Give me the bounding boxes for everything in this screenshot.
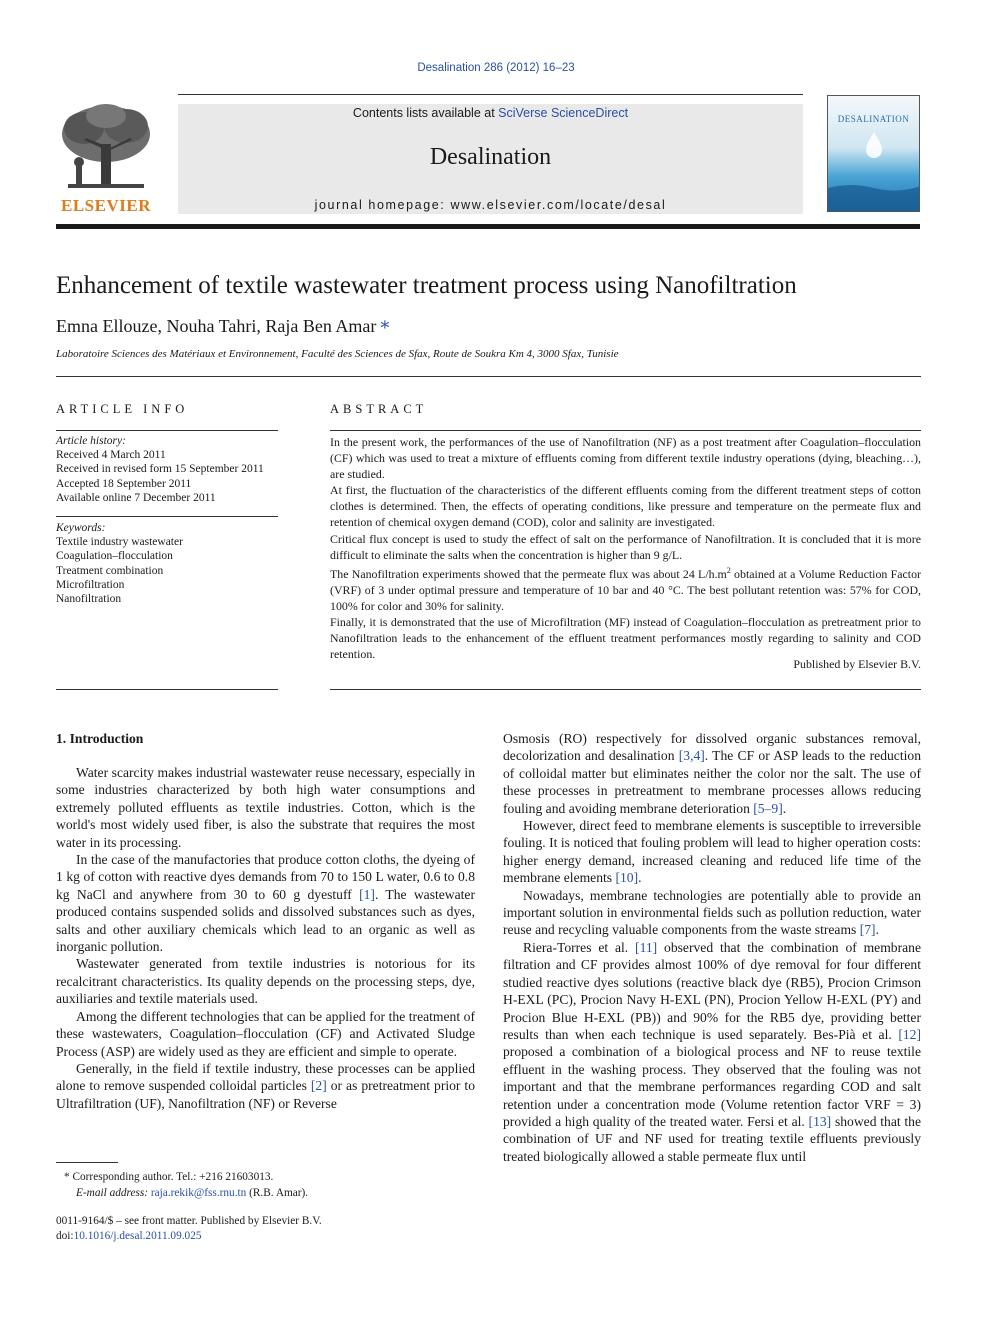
abstract-paragraph: Finally, it is demonstrated that the use of Microfiltration (MF) instead of Coagulation–flocculation as pretreatment prior to Nanofiltration leads to the enhancement of the effluent treatment performances mostly regarding to salinity and COD retention. [330,615,921,662]
issn-line: 0011-9164/$ – see front matter. Published by Elsevier B.V. [56,1215,322,1227]
keyword: Microfiltration [56,578,125,591]
article-title: Enhancement of textile wastewater treatment process using Nanofiltration [56,272,797,299]
right-column [503,730,921,1165]
email-link[interactable]: raja.rekik@fss.rnu.tn [150,1186,247,1199]
history-item: Accepted 18 September 2011 [56,477,192,490]
journal-citation[interactable]: Desalination 286 (2012) 16–23 [417,62,575,74]
elsevier-wordmark: ELSEVIER [61,196,151,215]
abstract-heading: ABSTRACT [330,402,428,416]
footnotes [56,1170,476,1201]
history-item: Received in revised form 15 September 2011 [56,463,264,476]
body-paragraph: Riera-Torres et al. [11] observed that the combination of membrane filtration and CF provides almost 100% of dye removal for four different studied reactive dyes solutions (reactive black dye (RB5), Procion Crimson H-EXL (PC), Procion Navy H-EXL (PN), Procion Yellow H-EXL (PY) and Procion Blue H-EXL (PB)) and 90% for the RB5 dye, providing better results than when each technique is used separately. Bes-Pià et al. [12] proposed a combination of a biological process and NF to reuse textile effluent in the washing process. They observed that the fouling was not important and that the membrane performances regarding COD and salt retention under a concentration mode (Volume retention factor VRF = 3) provided a high quality of the treated water. Fersi et al. [13] showed that the combination of UF and NF used for treating textile effluents previously treated biologically allowed a stable permeate flux until [503,939,921,1164]
contents-line: Contents lists available at SciVerse ScienceDirect [352,106,629,120]
reference-link[interactable]: [1] [359,886,375,902]
body-paragraph: Water scarcity makes industrial wastewater reuse necessary, especially in some industries characterized by both high water consumptions and extremely polluted effluents as textile industries. Cotton, which is the world's most widely used fiber, is also the substrate that requires the most water in its processing. [56,765,475,850]
affiliation: Laboratoire Sciences des Matériaux et Environnement, Faculté des Sciences de Sfax, Route de Soukra Km 4, 3000 Sfax, Tunisie [56,348,619,360]
header-rule [56,224,920,229]
doi-line: doi:10.1016/j.desal.2011.09.025 [56,1229,202,1242]
body-paragraph: Among the different technologies that can be applied for the treatment of these wastewaters, Coagulation–flocculation (CF) and Activated Sludge Process (ASP) are widely used as they are efficient and simple to operate. [56,1008,475,1059]
abstract-paragraph: The Nanofiltration experiments showed that the permeate flux was about 24 $L/h.m^2$ obtained at a Volume Reduction Factor (VRF) of 3 under optimal pressure and temperature of 10 bar and 40 °C. The best pollutant retention was: 57% for COD, 100% for color and 30% for salinity. [330,565,921,613]
sciencedirect-link[interactable]: SciVerse ScienceDirect [498,106,629,120]
body-paragraph: Wastewater generated from textile industries is notorious for its recalcitrant characteristics. Its quality depends on the processing steps, dye, auxiliaries and textile materials used. [56,956,475,1007]
reference-link[interactable]: [12] [898,1026,921,1042]
article-info-heading: ARTICLE INFO [56,402,189,416]
body-paragraph: However, direct feed to membrane elements is susceptible to irreversible fouling. It is noticed that fouling problem will lead to higher operation costs: higher energy demand, increased cleaning and reduced life time of the membrane elements [10]. [503,818,921,886]
history-item: Available online 7 December 2011 [56,491,216,504]
abstract-rule [330,430,921,431]
journal-cover-image [827,95,920,212]
body-paragraph: Generally, in the field if textile industry, these processes can be applied alone to remove suspended colloidal particles [2] or as pretreatment prior to Ultrafiltration (UF), Nanofiltration (NF) or Reverse [56,1060,476,1111]
reference-link[interactable]: [7] [859,922,876,938]
reference-link[interactable]: [3,4] [678,748,705,764]
article-info-rule [56,430,278,431]
title-rule [56,376,921,377]
body-paragraph: Osmosis (RO) respectively for dissolved organic substances removal, decolorization and desalination [3,4]. The CF or ASP leads to the reduction of colloidal matter but eliminates neither the color nor the salt. The use of these processes in pretreatment to membrane processes allows reducing fouling and avoiding membrane deterioration [5–9]. [503,731,921,816]
author-list: Emna Ellouze, Nouha Tahri, Raja Ben Amar ⁎ [56,312,390,336]
abstract-paragraph: Critical flux concept is used to study the effect of salt on the performance of Nanofiltration. It is concluded that it is more difficult to eliminate the salts when the concentration is higher than 9 g/L. [330,531,921,562]
doi-link[interactable]: 10.1016/j.desal.2011.09.025 [73,1229,202,1242]
header-top-rule [178,94,803,95]
journal-homepage[interactable]: journal homepage: www.elsevier.com/locate/desal [314,198,667,212]
history-label: Article history: [56,435,126,447]
keyword: Treatment combination [56,564,164,577]
body-paragraph: Nowadays, membrane technologies are potentially able to provide an important solution in environmental fields such as pollution reduction, water reuse and recycling valuable components from the waste streams [7]. [503,887,921,938]
reference-link[interactable]: [13] [808,1113,832,1129]
corresponding-author-mark[interactable]: ⁎ [380,312,390,332]
reference-link[interactable]: [5–9] [753,800,783,816]
journal-banner [178,104,803,214]
abstract-text [330,434,921,662]
abstract-bottom-rule [330,689,921,690]
left-column [56,764,475,1112]
info-bottom-rule [56,689,278,690]
keywords-rule [56,516,278,517]
keyword: Nanofiltration [56,593,122,606]
issn-block [56,1214,322,1243]
abstract-paragraph: At first, the fluctuation of the characteristics of the different effluents coming from the different treatment steps of cotton clothes is determined. Then, the effects of operating conditions, like pressure and temperature on the permeate flux and retention of chemical oxygen demand (COD), color and salinity are investigated. [330,483,921,530]
keywords-label: Keywords: [56,522,106,534]
cover-title: DESALINATION [837,114,910,124]
keywords-block [56,521,278,606]
reference-link[interactable]: [2] [310,1078,327,1094]
section-heading-introduction: 1. Introduction [56,731,144,746]
history-item: Received 4 March 2011 [56,449,166,462]
abstract-paragraph: In the present work, the performances of the use of Nanofiltration (NF) as a post treatment after Coagulation–flocculation (CF) which was used to treat a mixture of effluents coming from different textile industry operations (dying, bleaching…), are studied. [330,435,921,482]
elsevier-tree-icon [54,100,158,196]
keyword: Coagulation–flocculation [56,550,173,563]
elsevier-logo [54,100,158,216]
footnote-rule [56,1162,118,1163]
reference-link[interactable]: [10] [615,870,639,886]
email-footnote: E-mail address: raja.rekik@fss.rnu.tn (R.B. Amar). [76,1186,309,1199]
journal-name: Desalination [429,144,552,170]
corresponding-footnote: * Corresponding author. Tel.: +216 21603013. [64,1171,274,1183]
water-drop-icon [828,96,920,212]
body-paragraph: In the case of the manufactories that produce cotton cloths, the dyeing of 1 kg of cotton with reactive dyes demands from 70 to 150 L water, 0.6 to 0.8 kg NaCl and anywhere from 30 to 60 g dyestuff [1]. The wastewater produced contains suspended solids and dissolved substances such as dyes, salts and other auxiliary chemicals which lead to an organic as well as inorganic pollution. [56,852,475,955]
published-by: Published by Elsevier B.V. [793,657,921,671]
keyword: Textile industry wastewater [56,536,183,549]
reference-link[interactable]: [11] [635,939,658,955]
article-history [56,434,278,505]
